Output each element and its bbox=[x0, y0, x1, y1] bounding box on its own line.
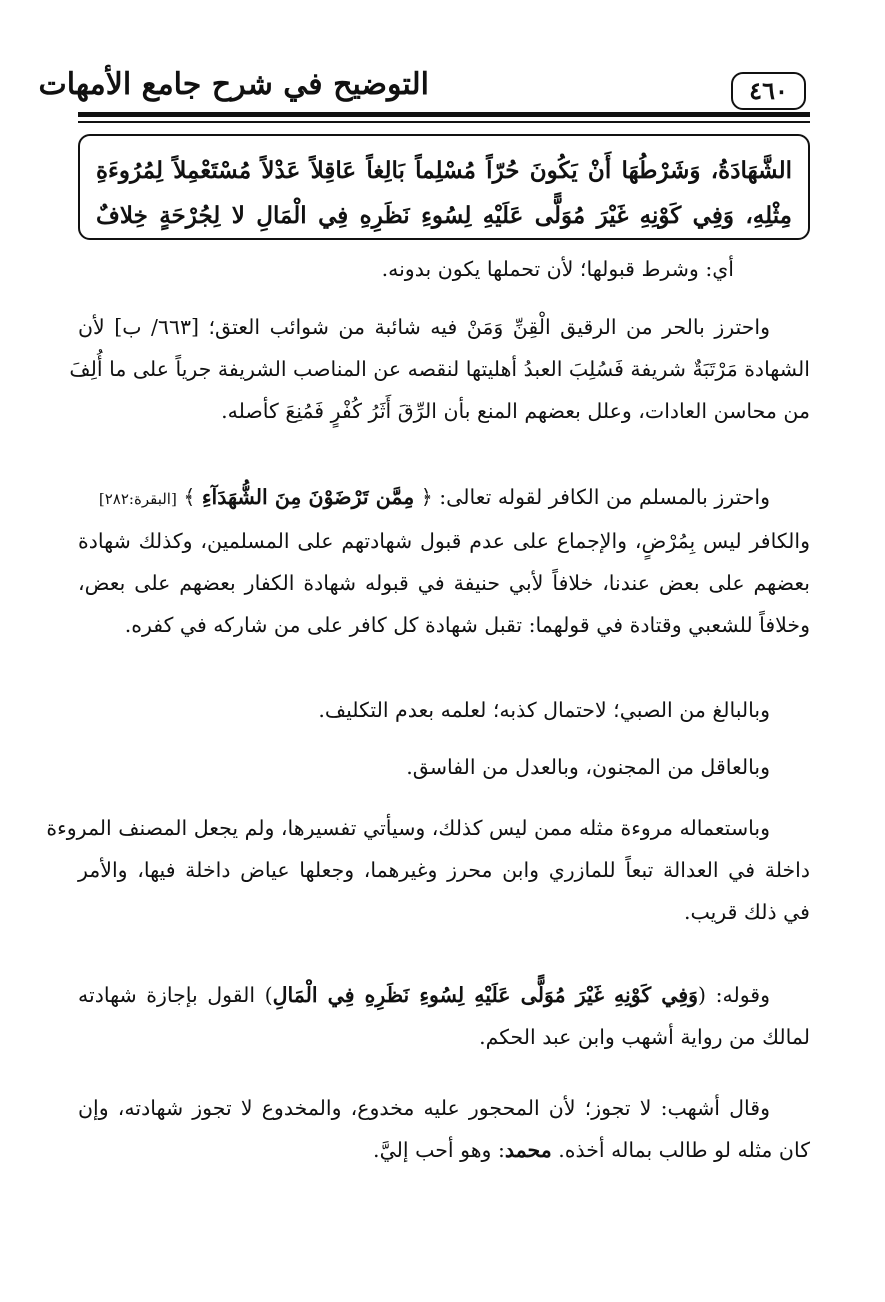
commentary-paragraph bbox=[78, 248, 810, 290]
text-line: وبالعاقل من المجنون، وبالعدل من الفاسق. bbox=[406, 755, 770, 779]
text-line: أي: وشرط قبولها؛ لأن تحملها يكون بدونه. bbox=[381, 257, 734, 281]
text-segment: ) القول بإجازة شهادته bbox=[78, 983, 273, 1007]
text-line: من محاسن العادات، وعلل بعضهم المنع بأن الرِّقَ أَثَرُ كُفْرٍ فَمُنِعَ كأصله. bbox=[221, 399, 810, 423]
header-rule-thick bbox=[78, 112, 810, 117]
text-line: في ذلك قريب. bbox=[683, 900, 810, 924]
running-header-title: التوضيح في شرح جامع الأمهات bbox=[38, 67, 429, 102]
text-line: والكافر ليس بِمُرْضٍ، والإجماع على عدم قبول شهادتهم على المسلمين، وكذلك شهادة bbox=[78, 529, 810, 553]
header-rule-thin bbox=[78, 121, 810, 123]
text-line: وبالبالغ من الصبي؛ لاحتمال كذبه؛ لعلمه بعدم التكليف. bbox=[318, 698, 770, 722]
text-line: وخلافاً للشعبي وقتادة في قولهما: تقبل شهادة كل كافر على من شاركه في كفره. bbox=[124, 613, 810, 637]
text-line: الشهادة مَرْتَبَةٌ شريفة فَسُلِبَ العبدُ أهليتها لنقصه عن المناصب الشريفة جرياً على ما أُلِفَ bbox=[69, 357, 810, 381]
commentary-paragraph bbox=[78, 746, 810, 788]
commentary-paragraph bbox=[78, 974, 810, 1058]
text-line: بعضهم على بعض عندنا، خلافاً لأبي حنيفة في قبوله شهادة الكفار بعضهم على بعض، bbox=[78, 571, 810, 595]
commentary-paragraph bbox=[78, 1087, 810, 1171]
commentary-paragraph bbox=[78, 476, 810, 646]
commentary-paragraph bbox=[69, 306, 810, 432]
text-line: وباستعماله مروءة مثله ممن ليس كذلك، وسيأتي تفسيرها، ولم يجعل المصنف المروءة bbox=[46, 816, 770, 840]
commentary-paragraph bbox=[46, 807, 810, 933]
text-line: لمالك من رواية أشهب وابن عبد الحكم. bbox=[479, 1025, 810, 1049]
text-line: واحترز بالحر من الرقيق الْقِنِّ وَمَنْ فيه شائبة من شوائب العتق؛ [٦٦٣/ ب] لأن bbox=[78, 315, 771, 339]
text-line: داخلة في العدالة تبعاً للمازري وابن محرز وغيرهما، وجعلها عياض داخلة فيها، والأمر bbox=[78, 858, 810, 882]
text-segment: وقوله: ( bbox=[698, 983, 771, 1007]
text-segment: : وهو أحب إليَّ. bbox=[373, 1138, 505, 1162]
text-segment: ﴾ bbox=[183, 485, 196, 509]
matn-line: الشَّهَادَةُ، وَشَرْطُهَا أَنْ يَكُونَ حُرّاً مُسْلِماً بَالِغاً عَاقِلاً عَدْلاً مُسْتَعْمِلاً لِمُرُوءَةِ bbox=[96, 157, 792, 184]
text-segment: كان مثله لو طالب بماله أخذه. bbox=[551, 1138, 810, 1162]
text-line bbox=[78, 974, 810, 1016]
matn-line: مِثْلِهِ، وَفِي كَوْنِهِ غَيْرَ مُوَلًّى عَلَيْهِ لِسُوءِ نَظَرِهِ فِي الْمَالِ لا لِجُرْحَةٍ خِلافٌ bbox=[96, 202, 792, 229]
page-number: ٤٦٠ bbox=[749, 76, 788, 105]
matn-text-box bbox=[78, 134, 810, 240]
quran-verse: مِمَّن تَرْضَوْنَ مِنَ الشُّهَدَآءِ bbox=[201, 485, 415, 509]
text-segment: واحترز بالمسلم من الكافر لقوله تعالى: ﴿ bbox=[420, 485, 770, 509]
page-number-box bbox=[731, 72, 806, 110]
text-line bbox=[78, 476, 810, 520]
verse-reference: [البقرة:٢٨٢] bbox=[98, 490, 177, 508]
text-line bbox=[78, 1129, 810, 1171]
commentary-paragraph bbox=[78, 689, 810, 731]
quoted-matn: وَفِي كَوْنِهِ غَيْرَ مُوَلًّى عَلَيْهِ لِسُوءِ نَظَرِهِ فِي الْمَالِ bbox=[272, 983, 699, 1007]
text-line: وقال أشهب: لا تجوز؛ لأن المحجور عليه مخدوع، والمخدوع لا تجوز شهادته، وإن bbox=[78, 1096, 770, 1120]
scholar-name: محمد bbox=[504, 1138, 552, 1162]
